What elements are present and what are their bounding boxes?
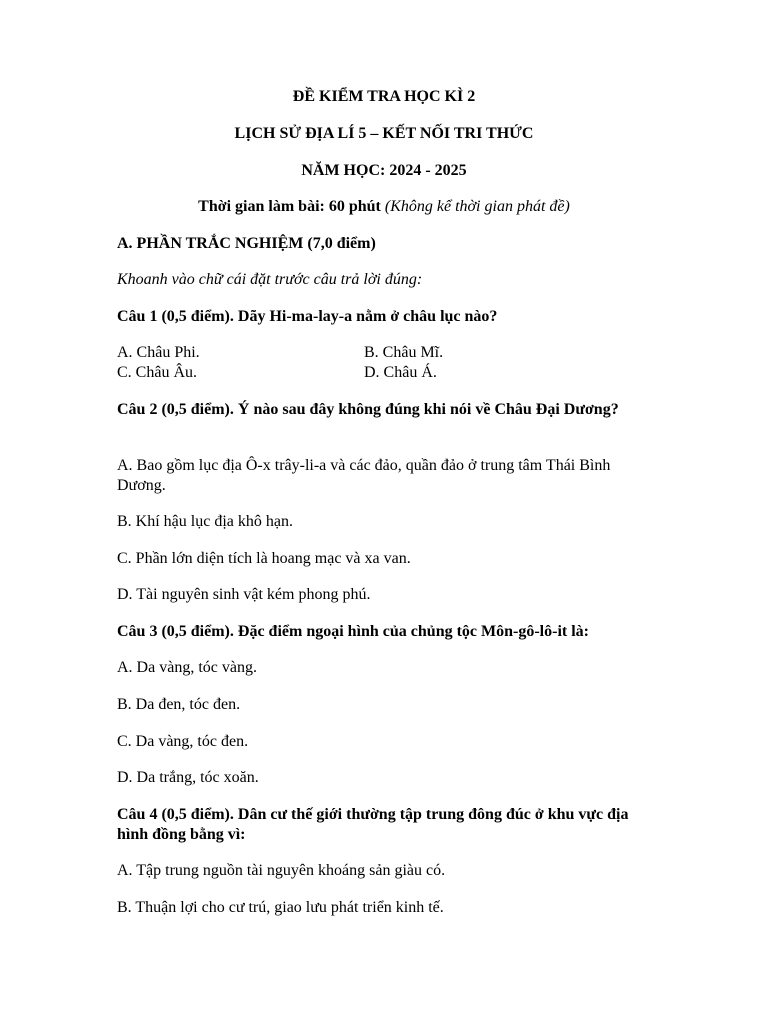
- option-c: C. Châu Âu.: [117, 364, 197, 381]
- exam-title: ĐỀ KIỂM TRA HỌC KÌ 2: [292, 88, 476, 105]
- time-limit-note: (Không kể thời gian phát đề): [384, 198, 570, 215]
- option-d: D. Da trắng, tóc xoăn.: [117, 769, 259, 786]
- section-a-instruction: Khoanh vào chữ cái đặt trước câu trả lời đúng:: [117, 271, 423, 288]
- option-a: A. Da vàng, tóc vàng.: [117, 659, 257, 676]
- question-1-options: [117, 343, 657, 383]
- time-limit: [0, 197, 768, 217]
- question-4: Câu 4 (0,5 điểm). Dân cư thế giới thường tập trung đông đúc ở khu vực địa hình đồng bằng vì:: [117, 806, 629, 843]
- option-d: D. Châu Á.: [364, 364, 437, 381]
- option-b: B. Khí hậu lục địa khô hạn.: [117, 513, 293, 530]
- question-2: Câu 2 (0,5 điểm). Ý nào sau đây không đúng khi nói về Châu Đại Dương?: [117, 401, 619, 418]
- exam-subject: LỊCH SỬ ĐỊA LÍ 5 – KẾT NỐI TRI THỨC: [234, 125, 534, 142]
- option-c: C. Phần lớn diện tích là hoang mạc và xa van.: [117, 550, 411, 567]
- section-a-heading: A. PHẦN TRẮC NGHIỆM (7,0 điểm): [117, 235, 376, 252]
- question-1: Câu 1 (0,5 điểm). Dãy Hi-ma-lay-a nằm ở châu lục nào?: [117, 308, 498, 325]
- option-c: C. Da vàng, tóc đen.: [117, 733, 249, 750]
- school-year: NĂM HỌC: 2024 - 2025: [301, 162, 467, 179]
- option-b: B. Châu Mĩ.: [364, 344, 444, 361]
- option-a: A. Châu Phi.: [117, 344, 200, 361]
- question-3: Câu 3 (0,5 điểm). Đặc điểm ngoại hình của chủng tộc Môn-gô-lô-it là:: [117, 623, 589, 640]
- option-d: D. Tài nguyên sinh vật kém phong phú.: [117, 586, 371, 603]
- option-b: B. Thuận lợi cho cư trú, giao lưu phát triển kinh tế.: [117, 899, 444, 916]
- time-limit-label: Thời gian làm bài: 60 phút: [198, 198, 381, 215]
- option-a: A. Bao gồm lục địa Ô-x trây-li-a và các đảo, quần đảo ở trung tâm Thái Bình Dương.: [117, 457, 611, 494]
- option-a: A. Tập trung nguồn tài nguyên khoáng sản giàu có.: [117, 862, 446, 879]
- option-b: B. Da đen, tóc đen.: [117, 696, 241, 713]
